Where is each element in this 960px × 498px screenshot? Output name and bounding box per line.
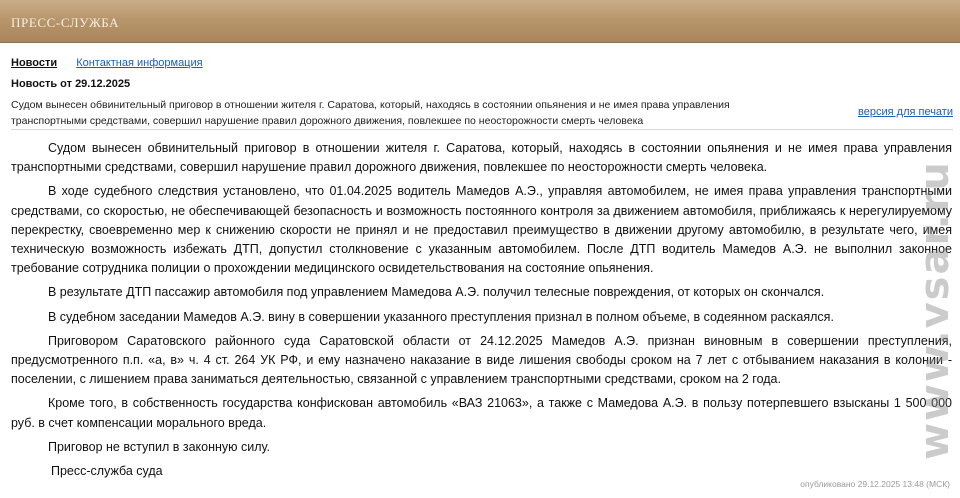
- article-paragraph: Приговором Саратовского районного суда Саратовской области от 24.12.2025 Мамедов А.Э. признан виновным в совершении преступления, предусмотренного п.п. «а, в» ч. 4 ст. 264 УК РФ, и ему назначено наказание в виде лишения свободы сроком на 7 лет с отбыванием наказания в колонии - поселении, с лишением права заниматься деятельностью, связанной с управлением транспортными средствами, сроком на 2 года.: [11, 333, 952, 387]
- article-body: [11, 139, 952, 486]
- article-paragraph: Кроме того, в собственность государства конфискован автомобиль «ВАЗ 21063», а также с Мамедова А.Э. в пользу потерпевшего взысканы 1 500 000 руб. в счет компенсации морального вреда.: [11, 396, 952, 430]
- published-timestamp: опубликовано 29.12.2025 13:48 (МСК): [800, 479, 950, 489]
- article-paragraph: В ходе судебного следствия установлено, что 01.04.2025 водитель Мамедов А.Э., управляя автомобилем, не имея права управления транспортными средствами, со скоростью, не обеспечивающей безопасность и возможность постоянного контроля за движением автомобиля, приближаясь к нерегулируемому перекрестку, своевременно мер к снижению скорости не принял и не предоставил преимущество в движении другому автомобилю, в результате чего, имея техническую возможность избежать ДТП, допустил столкновение с указанным автомобилем. После ДТП водитель Мамедов А.Э. не выполнил законное требование сотрудника полиции о прохождении медицинского освидетельствования на состояние опьянения.: [11, 184, 952, 276]
- header-title: ПРЕСС-СЛУЖБА: [11, 15, 120, 30]
- page-header: [0, 0, 960, 43]
- divider: [11, 129, 953, 130]
- article-paragraph: Приговор не вступил в законную силу.: [48, 439, 271, 454]
- article-paragraph: В результате ДТП пассажир автомобиля под управлением Мамедова А.Э. получил телесные повреждения, от которых он скончался.: [48, 285, 825, 300]
- article-signature: Пресс-служба суда: [51, 464, 163, 479]
- article-paragraph: Судом вынесен обвинительный приговор в отношении жителя г. Саратова, который, находясь в состоянии опьянения и не имея права управления транспортными средствами, совершил нарушение правил дорожного движения, повлекшее по неосторожности смерть человека.: [11, 141, 952, 175]
- news-summary: Судом вынесен обвинительный приговор в отношении жителя г. Саратова, который, находясь в состоянии опьянения и не имея права управления транспортными средствами, совершил нарушение правил дорожного движения, повлекшее по неосторожности смерть человека: [11, 99, 730, 127]
- news-date: Новость от 29.12.2025: [11, 78, 131, 90]
- watermark-text: www.vsar.ru: [911, 160, 958, 460]
- tab-news[interactable]: Новости: [11, 57, 58, 69]
- tab-contact-info[interactable]: Контактная информация: [76, 57, 203, 69]
- article-paragraph: В судебном заседании Мамедов А.Э. вину в совершении указанного преступления признал в полном объеме, в содеянном раскаялся.: [48, 309, 834, 324]
- print-version-link[interactable]: версия для печати: [858, 106, 953, 118]
- watermark: [907, 150, 960, 470]
- news-tabs: [11, 57, 203, 69]
